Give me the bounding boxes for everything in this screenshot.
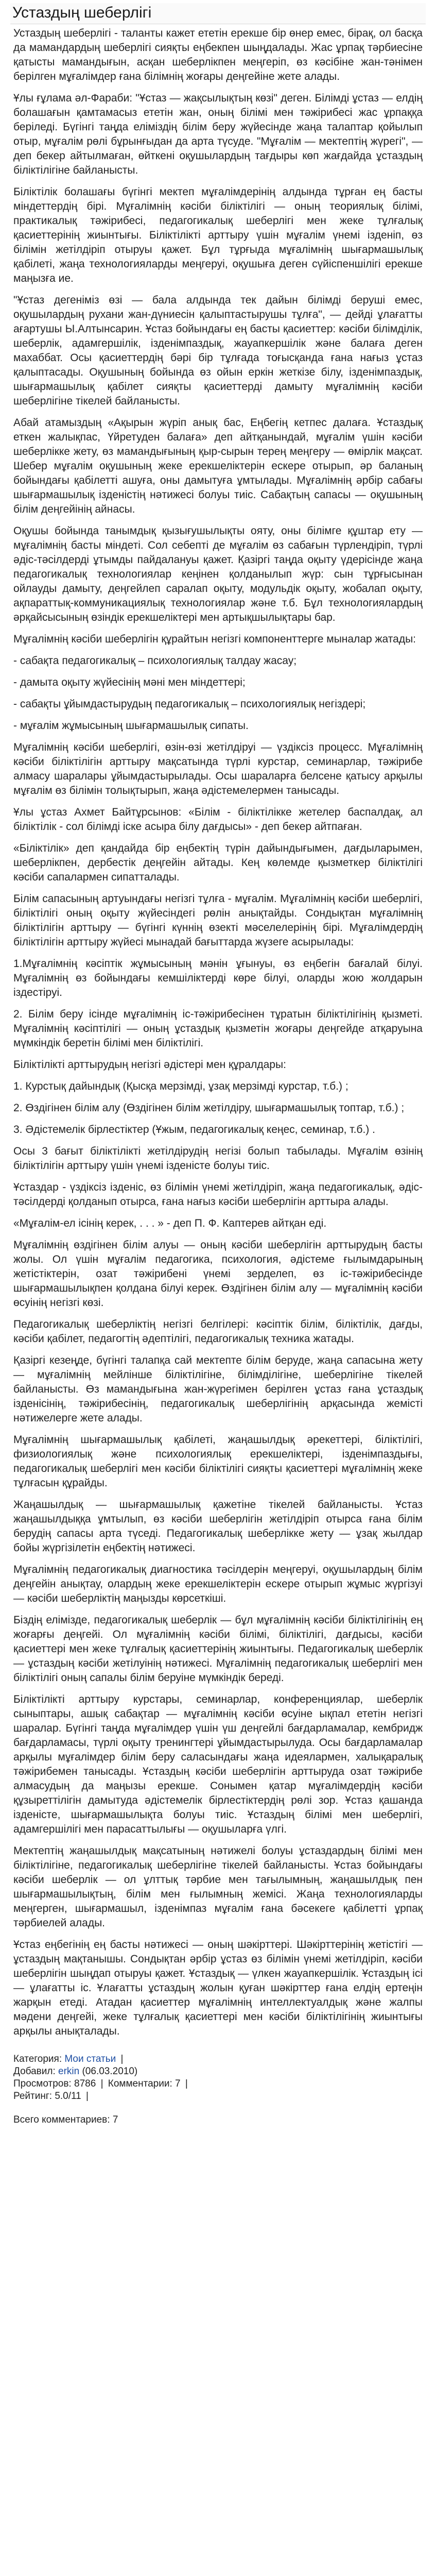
comments-label: Комментарии:	[108, 2078, 172, 2089]
article-paragraph: Ұстаздар - үздіксіз ізденіс, өз білімін үнемі жетілдіріп, жаңа педагогикалық, әдіс-тәсілдерді қолданып отырса, ғана нағыз кәсіби шеберлігін арттыра алады.	[13, 1181, 423, 1208]
article-paragraph: - сабақты ұйымдастырудың педагогикалық – психологиялық негіздері;	[13, 698, 366, 710]
article-paragraph: 2. Білім беру ісінде мұғалімнің іс-тәжірибесінен тұратын біліктілігінің қызметі. Мұғалімнің кәсіптілігі — оның ұстаздық қызметін жоғары деңгейде атқаруына мүмкіндік беретін білімі мен біліктілігі.	[13, 1008, 423, 1049]
meta-rating-line	[13, 2090, 423, 2103]
article-paragraph: Мұғалімнің кәсіби шеберлігі, өзін-өзі жетілдіруі — үздіксіз процесс. Мұғалімнің кәсіби біліктілігін арттыру мақсатында түрлі курстар, семинарлар, тәжірибе алмасу шаралары ұйымдастырылады. Осы шараларға белсене қатысу арқылы мұғалім өз білімін толықтырып, жаңа әдістемелермен танысады.	[13, 741, 423, 796]
category-link[interactable]: Мои статьи	[64, 2054, 116, 2064]
views-count: 8786	[74, 2078, 96, 2089]
meta-separator: |	[86, 2091, 89, 2102]
article-paragraph: Мұғалімнің педагогикалық диагностика тәсілдерін меңгеруі, оқушылардың білім деңгейін анықтау, олардың жеке ерекшеліктерін ескере отырып жұмыс жүргізуі — кәсіби шеберліктің маңызды көрсеткіші.	[13, 1564, 423, 1604]
article-meta	[10, 2046, 426, 2126]
meta-category-line	[13, 2053, 423, 2065]
article-paragraph: Біліктілікті арттыру курстары, семинарлар, конференциялар, шеберлік сыныптары, ашық сабақтар — мұғалімнің кәсіби өсуіне ықпал ететін негізгі шаралар. Бүгінгі таңда мұғалімдер үшін үш деңгейлі бағдарламалар, кембридж бағдарламасы, түрлі оқыту тренингтері ұйымдастырылуда. Осы бағдарламалар арқылы мұғалімдер білім беру саласындағы жаңа идеялармен, халықаралық тәжірибемен танысады. Ұстаздың кәсіби шеберлігін арттыруда озат тәжірибе алмасудың да маңызы ерекше. Сонымен қатар мұғалімдердің кәсіби құзыреттілігін дамытуда әдістемелік бірлестіктердің рөлі зор. Ұстаз қашанда ізденісте, шығармашылықта болуы тиіс. Ұстаздың білімі мен шеберлігі, адамгершілігі мен парасаттылығы — оқушыларға үлгі.	[13, 1693, 423, 1835]
article-paragraph: Біздің елімізде, педагогикалық шеберлік — бұл мұғалімнің кәсіби біліктілігінің ең жоғарғы деңгейі. Ол мұғалімнің кәсіби білімі, біліктілігі, дағдысы, кәсіби қасиеттері мен жеке тұлғалық қасиеттерінің жиынтығы. Педагогикалық шеберлік — ұстаздың кәсіби жетілуінің нәтижесі. Мұғалімнің педагогикалық шеберлігі мен біліктілігі оның сапалы білім беруіне мүмкіндік береді.	[13, 1614, 423, 1684]
total-comments-line	[13, 2114, 423, 2126]
category-label: Категория:	[13, 2054, 62, 2064]
article-paragraph: Оқушы бойында танымдық қызығушылықты ояту, оны білімге құштар ету — мұғалімнің басты міндеті. Сол себепті де мұғалім өз сабағын түрлендіріп, түрлі әдіс-тәсілдерді ұтымды пайдалануы қажет. Қазіргі таңда оқыту үдерісінде жаңа педагогикалық технологиялар кеңінен қолданылып жүр: сын тұрғысынан ойлауды дамыту, деңгейлеп саралап оқыту, модульдік оқыту, жобалап оқыту, ақпараттық-коммуникациялық технологиялар және т.б. Бұл технологиялардың әрқайсысының өзіндік ерекшеліктері мен артықшылықтары бар.	[13, 525, 423, 623]
comments-count: 7	[175, 2078, 181, 2089]
article-paragraph: 3. Әдістемелік бірлестіктер (Ұжым, педагогикалық кеңес, семинар, т.б.) .	[13, 1124, 375, 1136]
author-link[interactable]: erkin	[58, 2066, 80, 2077]
article-paragraph: 1. Курстық дайындық (Қысқа мерзімді, ұзақ мерзімді курстар, т.б.) ;	[13, 1080, 348, 1092]
article-paragraph: Ұлы ұстаз Ахмет Байтұрсынов: «Білім - біліктілікке жетелер баспалдақ, ал біліктілік - сол білімді іске асыра білу дағдысы» - деп бекер айтпаған.	[13, 806, 423, 833]
total-comments-label: Всего комментариев:	[13, 2114, 110, 2125]
article-paragraph: Біліктілік болашағы бүгінгі мектеп мұғалімдерінің алдында тұрған ең басты міндеттердің бірі. Мұғалімнің кәсіби біліктілігі — оның теориялық білімі, практикалық тәжірибесі, педагогикалық шеберлігі мен жеке тұлғалық қасиеттерінің жиынтығы. Біліктілікті арттыру үшін мұғалім үнемі ізденіп, өз білімін жетілдіріп отыруы қажет. Бұл тұрғыда мұғалімнің шығармашылық қабілеті, жаңа технологияларды меңгеруі, оқушыға деген сүйіспеншілігі ерекше маңызға ие.	[13, 186, 423, 284]
article-paragraph: Мектептің жаңашылдық мақсатының нәтижелі болуы ұстаздардың білімі мен біліктілігіне, педагогикалық шеберлігіне тікелей байланысты. Ұстаз бойындағы кәсіби шеберлік — ол ұлттық тәрбие мен тағылымның, жаңашылдық пен шығармашылықтың, білім мен ғылымның жемісі. Жаңа технологияларды меңгерген, шығармашыл, ізденімпаз мұғалім ғана бәсекеге қабілетті ұрпақ тәрбиелей алады.	[13, 1845, 423, 1929]
article-paragraph: Устаздың шеберлігі - таланты кажет ететін ерекше бір өнер емес, бірақ, ол басқа да мамандардың шеберлігі сияқты еңбекпен шыңдалады. Жас ұрпақ тәрбиесіне қатысты мамандығын, асқан шеберлікпен меңгеріп, өз кәсібіне жан-тәнімен берілген мұғалімдер ғана білімнің жоғары деңгейіне жете алады.	[13, 27, 423, 82]
article-paragraph: Мұғалімнің шығармашылық қабілеті, жаңашылдық әрекеттері, біліктілігі, физиологиялық және психологиялық ерекшеліктері, ізденімпаздығы, педагогикалық шеберлігі мен кәсіби біліктілігі сияқты қасиеттері мұғалімнің жеке тұлғасын құрайды.	[13, 1434, 423, 1489]
meta-added-line	[13, 2065, 423, 2078]
article-paragraph: Педагогикалық шеберліктің негізгі белгілері: кәсіптік білім, біліктілік, дағды, кәсіби қабілет, педагогтің әдептілігі, педагогикалық техника жатады.	[13, 1318, 423, 1345]
article-paragraph: - мұғалім жұмысының шығармашылық сипаты.	[13, 720, 249, 732]
meta-separator: |	[120, 2054, 124, 2064]
article-paragraph: Осы 3 бағыт біліктілікті жетілдірудің негізі болып табылады. Мұғалім өзінің біліктілігін арттыру үшін үнемі ізденісте болуы тиіс.	[13, 1145, 423, 1172]
article-paragraph: "Ұстаз дегеніміз өзі — бала алдында тек дайын білімді берушi емес, оқушылардың рухани жан-дүниесін қалыптастырушы тұлға", — дейді ұлағатты ағартушы Ы.Алтынсарин. Ұстаз бойындағы ең басты қасиеттер: кәсіби білімділік, шеберлік, адамгершілік, ізденімпаздық, жауапкершілік және балаға деген махаббат. Осы қасиеттердің бәрі бір тұлғада тоғысқанда ғана нағыз ұстаз қалыптасады. Оқушының бойында өз ойын еркін жеткізе білу, ізденімпаздық, шығармашылық қабілет сияқты қасиеттерді дамыту мұғалімнің кәсіби шеберлігіне тікелей байланысты.	[13, 294, 423, 407]
rating-label: Рейтинг:	[13, 2091, 53, 2102]
meta-separator: |	[100, 2078, 103, 2089]
article-paragraph: Жаңашылдық — шығармашылық қажетіне тікелей байланысты. Ұстаз жаңашылдыққа ұмтылып, өз кәсіби шеберлігін жетілдіріп отырса ғана білім берудің сапасы арта түседі. Педагогикалық шеберлікке жету — ұзақ жылдар бойы жүргізілетін еңбектің нәтижесі.	[13, 1499, 423, 1554]
article-paragraph: «Біліктілік» деп қандайда бір еңбектің түрін дайындығымен, дағдыларымен, шеберлікпен, дербестік деңгейін айтады. Кең көлемде қызметкер біліктілігі кәсіби сапалармен сипатталады.	[13, 842, 423, 883]
article-paragraph: 2. Өздігінен білім алу (Өздігінен білім жетілдіру, шығармашылық топтар, т.б.) ;	[13, 1102, 405, 1114]
article-paragraph: Қазіргі кезеңде, бүгінгі талапқа сай мектепте білім беруде, жаңа сапасына жету — мұғалімнің мейлінше біліктілігіне, білімділігіне, шеберлігіне тікелей байланысты. Өз мамандығына жан-жүрегімен берілген ұстаз ғана ұстаздық ізденісінің, тәжірибесінің, педагогикалық шеберлігінің арқасында жемісті нәтижелерге жете алады.	[13, 1354, 423, 1424]
article-paragraph: Абай атамыздың «Ақырын жүріп анық бас, Еңбегің кетпес далаға. Ұстаздық еткен жалықпас, Үйретуден балаға» деп айтқанындай, мұғалім үшін кәсіби шеберлікке жету, өз мамандығының қыр-сырын терең меңгеру — өмірлік мақсат. Шебер мұғалім оқушының жеке ерекшеліктерін ескере отырып, әр баланың бойындағы қабілетті ашуға, оны дамытуға ұмтылады. Мұғалімнің әрбір сабағы шығармашылық ізденістің нәтижесі болуы тиіс. Сабақтың сапасы — оқушының білім деңгейінің айнасы.	[13, 417, 423, 515]
article-paragraph: «Мұғалім-ел ісінің керек, . . . » - деп П. Ф. Каптерев айтқан еді.	[13, 1217, 327, 1229]
article-paragraph: Ұлы ғұлама әл-Фараби: "Ұстаз — жақсылықтың көзі" деген. Білімді ұстаз — елдің болашағын қамтамасыз ететін жан, оның білімі мен тәжірибесі жас ұрпаққа беріледі. Бүгінгі таңда еліміздің білім беру жүйесінде жаңа талаптар қойылып отыр, мұғалім рөлі бұрынғыдан да арта түсуде. "Мұғалім — мектептің жүрегі", — деп бекер айтылмаған, өйткені оқушылардың тағдыры көп жағдайда ұстаздың біліктілігіне байланысты.	[13, 92, 423, 176]
article-title: Устаздың шеберлігі	[10, 3, 426, 24]
article-paragraph: Ұстаз еңбегінің ең басты нәтижесі — оның шәкірттері. Шәкірттерінің жетістігі — ұстаздың мақтанышы. Сондықтан әрбір ұстаз өз білімін үнемі жетілдіріп, кәсіби шеберлігін шыңдап отыруы қажет. Ұстаздық — үлкен жауапкершілік. Ұстаздың ісі — ұлағатты іс. Ұлағатты ұстаздың жолын қуған шәкірттер ғана елдің ертеңін жарқын етеді. Атадан қасиеттер мұғалімнің интеллектуалдық және жалпы мәдени деңгейі, жеке тұлғалық қасиеттері мен кәсіби біліктілігінің жиынтығы арқылы анықталады.	[13, 1939, 423, 2037]
article-paragraph: Мұғалімнің өздігінен білім алуы — оның кәсіби шеберлігін арттырудың басты жолы. Ол үшін мұғалім педагогика, психология, әдістеме ғылымдарының жетістіктерін, озат тәжірибені үнемі зерделеп, өз іс-тәжірибесінде шығармашылықпен қолдана білуі керек. Өздігінен білім алу — мұғалімнің кәсіби өсуінің негізгі көзі.	[13, 1239, 423, 1309]
rating-value: 5.0/11	[55, 2091, 81, 2102]
article-paragraph: Білім сапасының артуындағы негізгі тұлға - мұғалім. Мұғалімнің кәсіби шеберлігі, біліктілігі оның оқыту жүйесіндегі рөлін анықтайды. Сондықтан мұғалімнің біліктілігін арттыру — бүгінгі күннің өзекті мәселелерінің бірі. Мұғалімдердің біліктілігін арттыру жүйесі мынадай бағыттарда жүзеге асырылады:	[13, 893, 423, 948]
added-date: (06.03.2010)	[82, 2066, 138, 2077]
article-paragraph: - сабақта педагогикалық – психологиялық талдау жасау;	[13, 655, 297, 667]
article-paragraph: Мұғалімнің кәсіби шеберлігін құрайтын негізгі компоненттерге мыналар жатады:	[13, 633, 416, 645]
article-paragraph: 1.Мұғалімнің кәсіптік жұмысының мәнін ұғынуы, өз еңбегін бағалай білуі. Мұғалімнің өз бойындағы кемшіліктерді көре білуі, оларды жою жолдарын іздестіруі.	[13, 958, 423, 998]
meta-separator: |	[185, 2078, 188, 2089]
added-label: Добавил:	[13, 2066, 56, 2077]
total-comments-count: 7	[112, 2114, 118, 2125]
article-body	[10, 26, 426, 2039]
views-label: Просмотров:	[13, 2078, 72, 2089]
article-paragraph: - дамыта оқыту жүйесінің мәні мен міндеттері;	[13, 676, 246, 688]
article-paragraph: Біліктілікті арттырудың негізгі әдістері мен құралдары:	[13, 1059, 286, 1071]
meta-stats-line	[13, 2078, 423, 2090]
